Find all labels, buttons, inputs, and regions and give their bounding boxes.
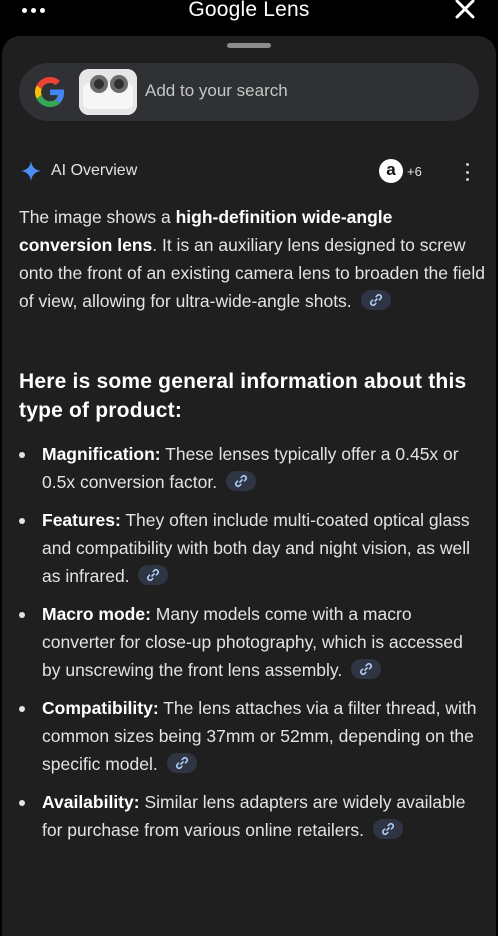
link-icon (381, 822, 395, 836)
bullet-term: Availability: (42, 792, 140, 812)
bullet-term: Magnification: (42, 444, 161, 464)
source-avatar[interactable] (379, 159, 403, 183)
link-icon (369, 293, 383, 307)
app-title: Google Lens (188, 0, 310, 21)
citation-link-button[interactable] (138, 565, 168, 585)
bullet-text: These lenses typically offer a 0.45x or 0.5x conversion factor. (42, 444, 459, 492)
link-icon (234, 474, 248, 488)
add-to-search-label: Add to your search (145, 81, 288, 100)
list-item (19, 440, 485, 496)
bullet-text: They often include multi-coated optical glass and compatibility with both day and night vision, as well as infrared. (42, 510, 471, 586)
list-item (19, 600, 485, 684)
bullet-dot (19, 612, 25, 618)
source-count[interactable]: +6 (407, 164, 422, 179)
ai-overview-header (20, 159, 480, 185)
citation-link-button[interactable] (373, 819, 403, 839)
link-icon (175, 756, 189, 770)
link-icon (146, 568, 160, 582)
intro-rest: . It is an auxiliary lens designed to screw onto the front of an existing camera lens to broaden the field of view, allowing for ultra-wide-angle shots. (19, 235, 485, 311)
section-heading: Here is some general information about this type of product: (19, 370, 467, 422)
drag-handle[interactable] (227, 43, 271, 48)
citation-link-button[interactable] (226, 471, 256, 491)
source-avatar-letter: a (386, 160, 396, 179)
bullet-term: Compatibility: (42, 698, 159, 718)
bullet-dot (19, 706, 25, 712)
bullet-dot (19, 800, 25, 806)
bullet-text: Similar lens adapters are widely available for purchase from various online retailers. (42, 792, 466, 840)
close-icon[interactable] (452, 0, 478, 22)
intro-lead: The image shows a (19, 207, 176, 227)
intro-bold: high-definition wide-angle conversion lens (19, 207, 393, 255)
sparkle-icon (20, 160, 42, 182)
query-image-thumbnail[interactable] (79, 69, 137, 115)
citation-link-button[interactable] (167, 753, 197, 773)
link-icon (359, 662, 373, 676)
ai-overview-title: AI Overview (51, 162, 138, 179)
bullet-text: Many models come with a macro converter for close-up photography, which is accessed by unscrewing the front lens assembly. (42, 604, 463, 680)
bullet-term: Features: (42, 510, 121, 530)
citation-link-button[interactable] (351, 659, 381, 679)
bullet-term: Macro mode: (42, 604, 151, 624)
info-list (19, 440, 485, 854)
bullet-dot (19, 452, 25, 458)
top-bar (0, 0, 498, 36)
list-item (19, 694, 485, 778)
list-item (19, 788, 485, 844)
list-item (19, 506, 485, 590)
citation-link-button[interactable] (361, 290, 391, 310)
overview-paragraph (19, 203, 485, 315)
add-to-search-bar[interactable] (19, 63, 479, 121)
more-vertical-icon[interactable] (463, 163, 471, 181)
google-g-icon (35, 77, 65, 107)
bullet-text: The lens attaches via a filter thread, with common sizes being 37mm or 52mm, depending on the specific model. (42, 698, 477, 774)
bullet-dot (19, 518, 25, 524)
